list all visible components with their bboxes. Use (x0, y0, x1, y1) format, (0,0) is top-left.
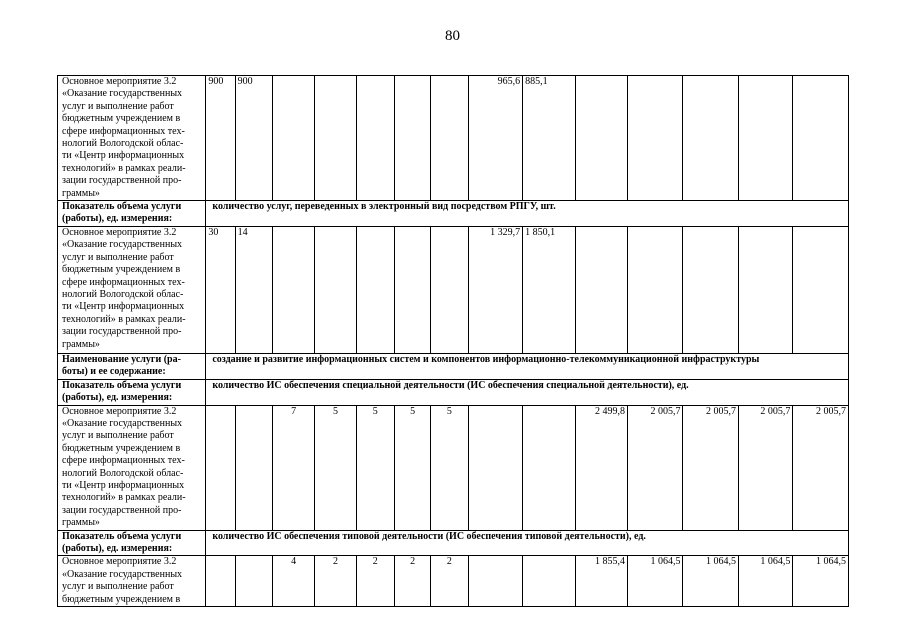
value-cell (683, 226, 738, 353)
value-cell: 5 (315, 405, 356, 530)
indicator-text: создание и развитие информационных систем и компонентов информационно-телекоммуникационной инфраструктуры (206, 353, 849, 379)
activity-description: Основное мероприятие 3.2 «Оказание государственных услуг и выполнение работ бюджетным учреждением в сфере информационных тех- нологий Вологодской облас- ти «Центр информационных технологий» в рамках реали- зации государственной про- граммы» (58, 226, 206, 353)
value-cell: 2 (431, 556, 468, 607)
table-row (58, 76, 849, 201)
activity-description: Основное мероприятие 3.2 «Оказание государственных услуг и выполнение работ бюджетным учреждением в (58, 556, 206, 607)
value-cell (394, 76, 430, 201)
value-cell: 1 329,7 (468, 226, 522, 353)
activity-description: Основное мероприятие 3.2 «Оказание государственных услуг и выполнение работ бюджетным учреждением в сфере информационных тех- нологий Вологодской облас- ти «Центр информационных технологий» в рамках реали- зации государственной про- граммы» (58, 76, 206, 201)
page-number: 80 (445, 28, 460, 44)
table-row (58, 556, 849, 607)
value-cell (235, 405, 272, 530)
value-cell: 2 005,7 (683, 405, 738, 530)
indicator-label: Показатель объема услуги (работы), ед. измерения: (58, 379, 206, 405)
value-cell (206, 405, 235, 530)
value-cell: 14 (235, 226, 272, 353)
value-cell (738, 76, 792, 201)
value-cell: 5 (356, 405, 394, 530)
value-cell (523, 405, 575, 530)
indicator-label: Наименование услуги (ра- боты) и ее содержание: (58, 353, 206, 379)
value-cell (627, 76, 682, 201)
indicator-text: количество ИС обеспечения типовой деятельности (ИС обеспечения типовой деятельности), ед. (206, 530, 849, 556)
value-cell: 900 (235, 76, 272, 201)
value-cell (627, 226, 682, 353)
value-cell: 2 005,7 (793, 405, 849, 530)
value-cell: 5 (431, 405, 468, 530)
value-cell: 4 (272, 556, 314, 607)
indicator-text: количество ИС обеспечения специальной деятельности (ИС обеспечения специальной деятельности), ед. (206, 379, 849, 405)
indicator-row (58, 379, 849, 405)
table-row (58, 226, 849, 353)
value-cell (315, 226, 356, 353)
value-cell (272, 226, 314, 353)
indicator-text: количество услуг, переведенных в электронный вид посредством РПГУ, шт. (206, 201, 849, 227)
indicator-row (58, 530, 849, 556)
value-cell (315, 76, 356, 201)
value-cell (738, 226, 792, 353)
value-cell: 1 850,1 (523, 226, 575, 353)
value-cell: 2 (394, 556, 430, 607)
value-cell: 885,1 (523, 76, 575, 201)
value-cell (523, 556, 575, 607)
value-cell: 2 (315, 556, 356, 607)
value-cell (235, 556, 272, 607)
program-table (57, 75, 849, 607)
value-cell (431, 76, 468, 201)
value-cell (793, 76, 849, 201)
value-cell: 900 (206, 76, 235, 201)
value-cell: 965,6 (468, 76, 522, 201)
value-cell: 1 064,5 (683, 556, 738, 607)
value-cell (431, 226, 468, 353)
indicator-row (58, 201, 849, 227)
value-cell (575, 226, 627, 353)
table-row (58, 405, 849, 530)
value-cell: 1 855,4 (575, 556, 627, 607)
value-cell (683, 76, 738, 201)
value-cell (206, 556, 235, 607)
value-cell (793, 226, 849, 353)
value-cell: 2 005,7 (627, 405, 682, 530)
value-cell (356, 226, 394, 353)
value-cell: 2 005,7 (738, 405, 792, 530)
value-cell: 5 (394, 405, 430, 530)
indicator-label: Показатель объема услуги (работы), ед. измерения: (58, 201, 206, 227)
indicator-row (58, 353, 849, 379)
value-cell: 1 064,5 (627, 556, 682, 607)
value-cell (272, 76, 314, 201)
indicator-label: Показатель объема услуги (работы), ед. измерения: (58, 530, 206, 556)
value-cell (575, 76, 627, 201)
value-cell: 1 064,5 (793, 556, 849, 607)
value-cell (468, 405, 522, 530)
value-cell: 2 499,8 (575, 405, 627, 530)
activity-description: Основное мероприятие 3.2 «Оказание государственных услуг и выполнение работ бюджетным учреждением в сфере информационных тех- нологий Вологодской облас- ти «Центр информационных технологий» в рамках реали- зации государственной про- граммы» (58, 405, 206, 530)
value-cell (468, 556, 522, 607)
value-cell: 2 (356, 556, 394, 607)
value-cell (394, 226, 430, 353)
value-cell: 30 (206, 226, 235, 353)
value-cell: 7 (272, 405, 314, 530)
value-cell: 1 064,5 (738, 556, 792, 607)
value-cell (356, 76, 394, 201)
